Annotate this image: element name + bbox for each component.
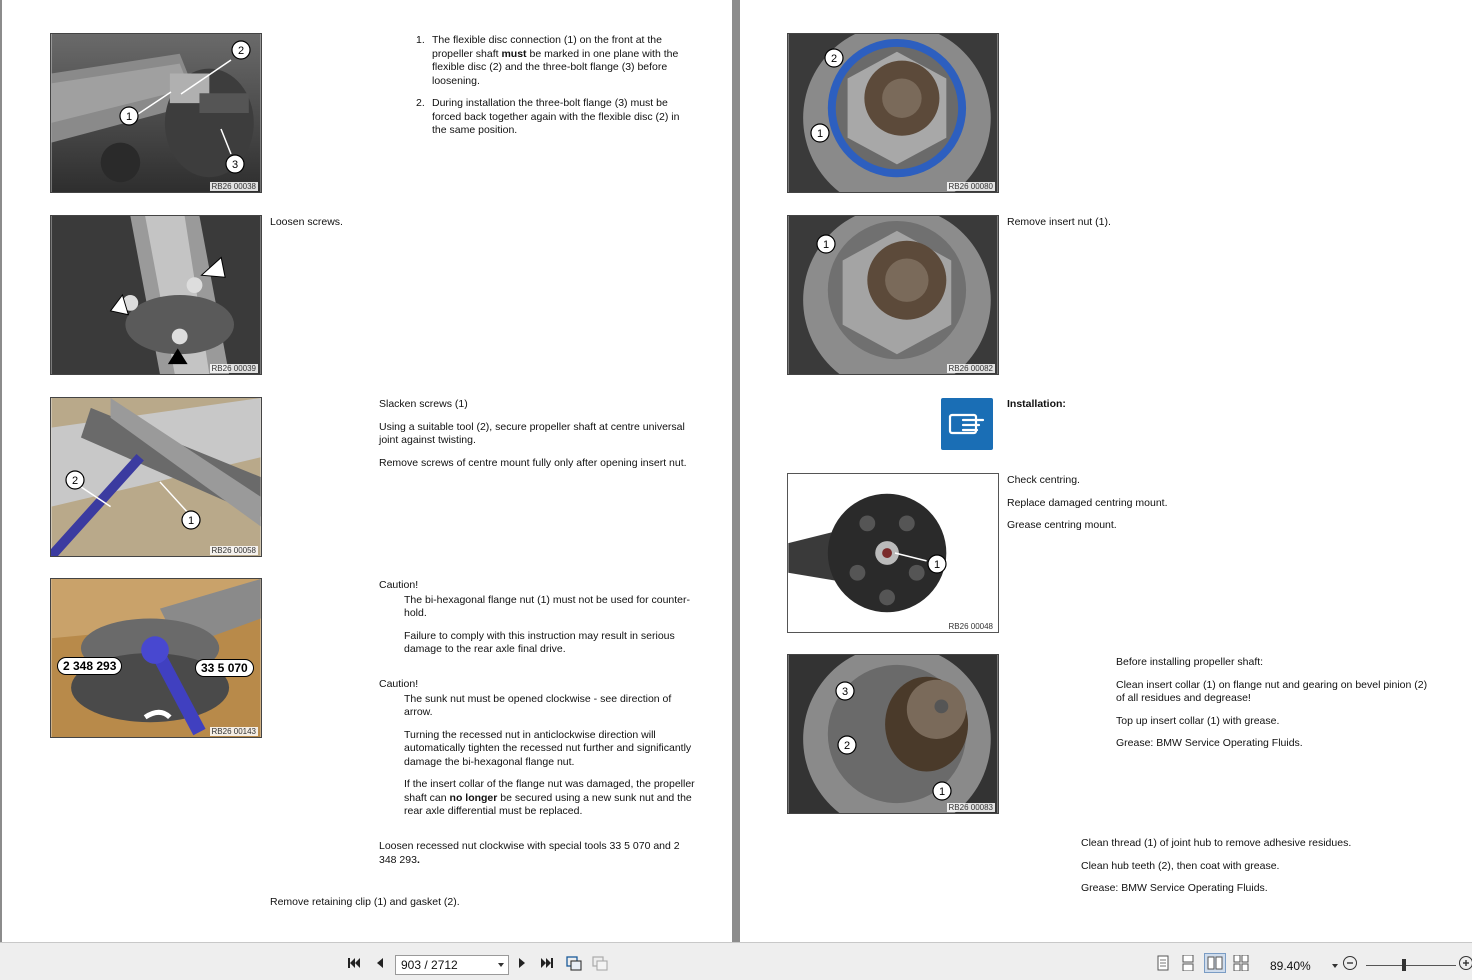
- photo-code: RB26 00048: [948, 622, 993, 631]
- zoom-dropdown-icon[interactable]: [1332, 964, 1338, 968]
- callout-1: [927, 554, 947, 574]
- step-remove-insert-nut: Remove insert nut (1).: [1007, 216, 1111, 228]
- step-before-installing: Before installing propeller shaft: Clean insert collar (1) on flange nut and gearing on bevel pinion (2) of all residues and degrease! Top up insert collar (1) with grease. Grease: BMW Service Operating Fluids.: [1116, 656, 1428, 749]
- callout-2: [824, 48, 844, 68]
- svg-text:1: 1: [822, 239, 830, 251]
- zoom-out-icon[interactable]: [1342, 955, 1358, 971]
- installation-heading: Installation:: [1007, 398, 1066, 410]
- single-page-icon[interactable]: [1155, 955, 1171, 971]
- photo-image: [788, 474, 998, 632]
- photo-flexible-disc: [50, 33, 262, 193]
- chevron-down-icon[interactable]: [498, 963, 504, 967]
- caution-flange-nut: Caution! The bi-hexagonal flange nut (1) must not be used for counter-hold. Failure to comply with this instruction may result in serious damage to the rear axle final drive.: [379, 579, 699, 666]
- callout-1: [816, 234, 836, 254]
- callout-2: [231, 40, 251, 60]
- photo-special-tools: [50, 578, 262, 738]
- step-remove-clip: Remove retaining clip (1) and gasket (2).: [270, 896, 460, 908]
- svg-text:1: 1: [933, 559, 941, 571]
- svg-text:1: 1: [187, 515, 195, 527]
- photo-secure-shaft: [50, 397, 262, 557]
- two-page-continuous-icon[interactable]: [1233, 955, 1249, 971]
- callout-1: [932, 781, 952, 801]
- photo-code: RB26 00083: [948, 803, 993, 812]
- callout-1: [810, 123, 830, 143]
- svg-text:3: 3: [841, 686, 849, 698]
- caution-title: Caution!: [379, 579, 419, 591]
- viewer-toolbar: [0, 942, 1472, 980]
- svg-text:2: 2: [71, 475, 79, 487]
- svg-text:2: 2: [843, 740, 851, 752]
- view-mode-icon[interactable]: [566, 955, 582, 971]
- photo-code: RB26 00143: [211, 727, 256, 736]
- photo-insert-collar: [787, 654, 999, 814]
- photo-code: RB26 00080: [948, 182, 993, 191]
- previous-page-icon[interactable]: [372, 955, 388, 971]
- zoom-slider[interactable]: [1366, 965, 1456, 966]
- two-page-icon[interactable]: [1204, 953, 1226, 973]
- step-check-centring: Check centring. Replace damaged centring mount. Grease centring mount.: [1007, 474, 1168, 531]
- zoom-in-icon[interactable]: [1458, 955, 1472, 971]
- svg-text:2: 2: [237, 45, 245, 57]
- page-number-input[interactable]: 903 / 2712: [395, 955, 509, 975]
- photo-insert-nut-marked: [787, 33, 999, 193]
- last-page-icon[interactable]: [539, 955, 555, 971]
- zoom-slider-handle[interactable]: [1402, 959, 1406, 971]
- caution-sunk-nut: Caution! The sunk nut must be opened clockwise - see direction of arrow. Turning the recessed nut in anticlockwise direction will automatically tighten the recessed nut further and significantly damage the bi-hexagonal flange nut. If the insert collar of the flange nut was damaged, the propeller shaft can no longer be secured using a new sunk nut and the rear axle differential must be replaced.: [379, 678, 699, 828]
- callout-2: [65, 470, 85, 490]
- document-page-right: [740, 0, 1472, 942]
- photo-image: [788, 34, 998, 192]
- next-page-icon[interactable]: [514, 955, 530, 971]
- svg-text:1: 1: [125, 111, 133, 123]
- document-page-left: [2, 0, 732, 942]
- callout-3: [835, 681, 855, 701]
- callout-1: [119, 106, 139, 126]
- svg-text:1: 1: [938, 786, 946, 798]
- info-icon[interactable]: [592, 955, 608, 971]
- callout-tool-335070: 33 5 070: [195, 659, 254, 677]
- photo-loosen-screws: [50, 215, 262, 375]
- svg-text:2: 2: [830, 53, 838, 65]
- photo-image: [788, 655, 998, 813]
- installation-hand-icon: [941, 398, 993, 450]
- photo-code: RB26 00038: [211, 182, 256, 191]
- photo-code: RB26 00039: [211, 364, 256, 373]
- caution-title: Caution!: [379, 678, 419, 690]
- step-loosen-screws: Loosen screws.: [270, 216, 343, 228]
- photo-remove-insert-nut: [787, 215, 999, 375]
- first-page-icon[interactable]: [346, 955, 362, 971]
- callout-3: [225, 154, 245, 174]
- step-marking-instructions: [416, 34, 686, 147]
- svg-text:3: 3: [231, 159, 239, 171]
- svg-text:1: 1: [816, 128, 824, 140]
- continuous-icon[interactable]: [1180, 955, 1196, 971]
- step-loosen-recessed-nut: Loosen recessed nut clockwise with special tools 33 5 070 and 2 348 293.: [379, 840, 680, 866]
- photo-image: [51, 216, 261, 374]
- photo-code: RB26 00082: [948, 364, 993, 373]
- list-item: 1. The flexible disc connection (1) on the front at the propeller shaft must be marked in one plane with the flexible disc (2) and the three-bolt flange (3) before loosening.: [416, 34, 679, 87]
- callout-2: [837, 735, 857, 755]
- photo-centring-mount: [787, 473, 999, 633]
- zoom-value[interactable]: 89.40%: [1270, 959, 1311, 973]
- step-clean-thread: Clean thread (1) of joint hub to remove adhesive residues. Clean hub teeth (2), then coat with grease. Grease: BMW Service Operating Fluids.: [1081, 837, 1352, 894]
- step-slacken-screws: Slacken screws (1) Using a suitable tool (2), secure propeller shaft at centre universal joint against twisting. Remove screws of centre mount fully only after opening insert nut.: [379, 398, 687, 469]
- callout-1: [181, 510, 201, 530]
- callout-tool-2348293: 2 348 293: [57, 657, 122, 675]
- photo-code: RB26 00058: [211, 546, 256, 555]
- list-item: 2. During installation the three-bolt flange (3) must be forced back together again with the flexible disc (2) in the same position.: [416, 97, 680, 136]
